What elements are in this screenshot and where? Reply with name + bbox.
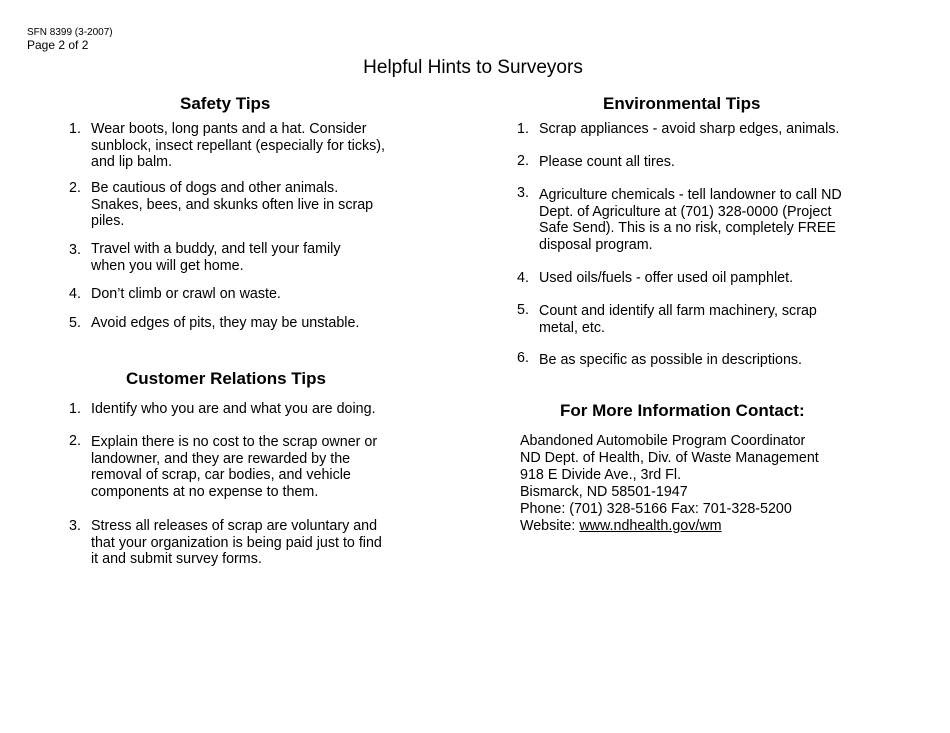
page-title: Helpful Hints to Surveyors (363, 57, 583, 78)
safety-item-3-number: 3. (69, 242, 81, 258)
env-item-6-number: 6. (517, 350, 529, 366)
safety-item-1-number: 1. (69, 121, 81, 137)
contact-department: ND Dept. of Health, Div. of Waste Management (520, 450, 819, 466)
environmental-tips-heading: Environmental Tips (603, 94, 761, 113)
env-item-2: Please count all tires. (539, 154, 675, 170)
contact-phone-fax: Phone: (701) 328-5166 Fax: 701-328-5200 (520, 501, 792, 517)
env-item-3: Agriculture chemicals - tell landowner to call ND Dept. of Agriculture at (701) 328-0000 (Project Safe Send). This is a no risk, completely FREE disposal program. (539, 187, 842, 253)
env-item-4: Used oils/fuels - offer used oil pamphlet. (539, 270, 794, 286)
safety-item-2-number: 2. (69, 180, 81, 196)
customer-item-3: Stress all releases of scrap are voluntary and that your organization is being paid just to find it and submit survey forms. (91, 518, 382, 567)
contact-website-row (520, 518, 722, 535)
safety-item-2: Be cautious of dogs and other animals. Snakes, bees, and skunks often live in scrap piles. (91, 180, 374, 229)
env-item-1: Scrap appliances - avoid sharp edges, animals. (539, 121, 840, 137)
env-item-3-number: 3. (517, 185, 529, 201)
customer-item-3-number: 3. (69, 518, 81, 534)
safety-item-5: Avoid edges of pits, they may be unstable. (91, 315, 360, 331)
website-link[interactable]: www.ndhealth.gov/wm (579, 518, 722, 534)
customer-relations-heading: Customer Relations Tips (126, 369, 326, 388)
env-item-4-number: 4. (517, 270, 529, 286)
contact-city: Bismarck, ND 58501-1947 (520, 484, 688, 500)
form-id: SFN 8399 (3-2007) (27, 27, 113, 38)
env-item-1-number: 1. (517, 121, 529, 137)
safety-item-1: Wear boots, long pants and a hat. Consider sunblock, insect repellant (especially for ticks), and lip balm. (91, 121, 386, 170)
contact-street: 918 E Divide Ave., 3rd Fl. (520, 467, 682, 483)
contact-heading: For More Information Contact: (560, 401, 805, 420)
safety-item-4-number: 4. (69, 286, 81, 302)
page-number: Page 2 of 2 (27, 38, 89, 52)
customer-item-1: Identify who you are and what you are doing. (91, 401, 376, 417)
customer-item-2-number: 2. (69, 433, 81, 449)
env-item-5: Count and identify all farm machinery, scrap metal, etc. (539, 303, 817, 336)
website-label: Website: (520, 518, 576, 534)
safety-tips-heading: Safety Tips (180, 94, 271, 113)
contact-coordinator: Abandoned Automobile Program Coordinator (520, 433, 806, 449)
customer-item-1-number: 1. (69, 401, 81, 417)
env-item-6: Be as specific as possible in descriptions. (539, 352, 803, 368)
env-item-5-number: 5. (517, 302, 529, 318)
safety-item-4: Don’t climb or crawl on waste. (91, 286, 281, 302)
customer-item-2: Explain there is no cost to the scrap owner or landowner, and they are rewarded by the removal of scrap, car bodies, and vehicle components at no expense to them. (91, 434, 378, 500)
env-item-2-number: 2. (517, 153, 529, 169)
safety-item-5-number: 5. (69, 315, 81, 331)
safety-item-3: Travel with a buddy, and tell your family when you will get home. (91, 241, 341, 274)
